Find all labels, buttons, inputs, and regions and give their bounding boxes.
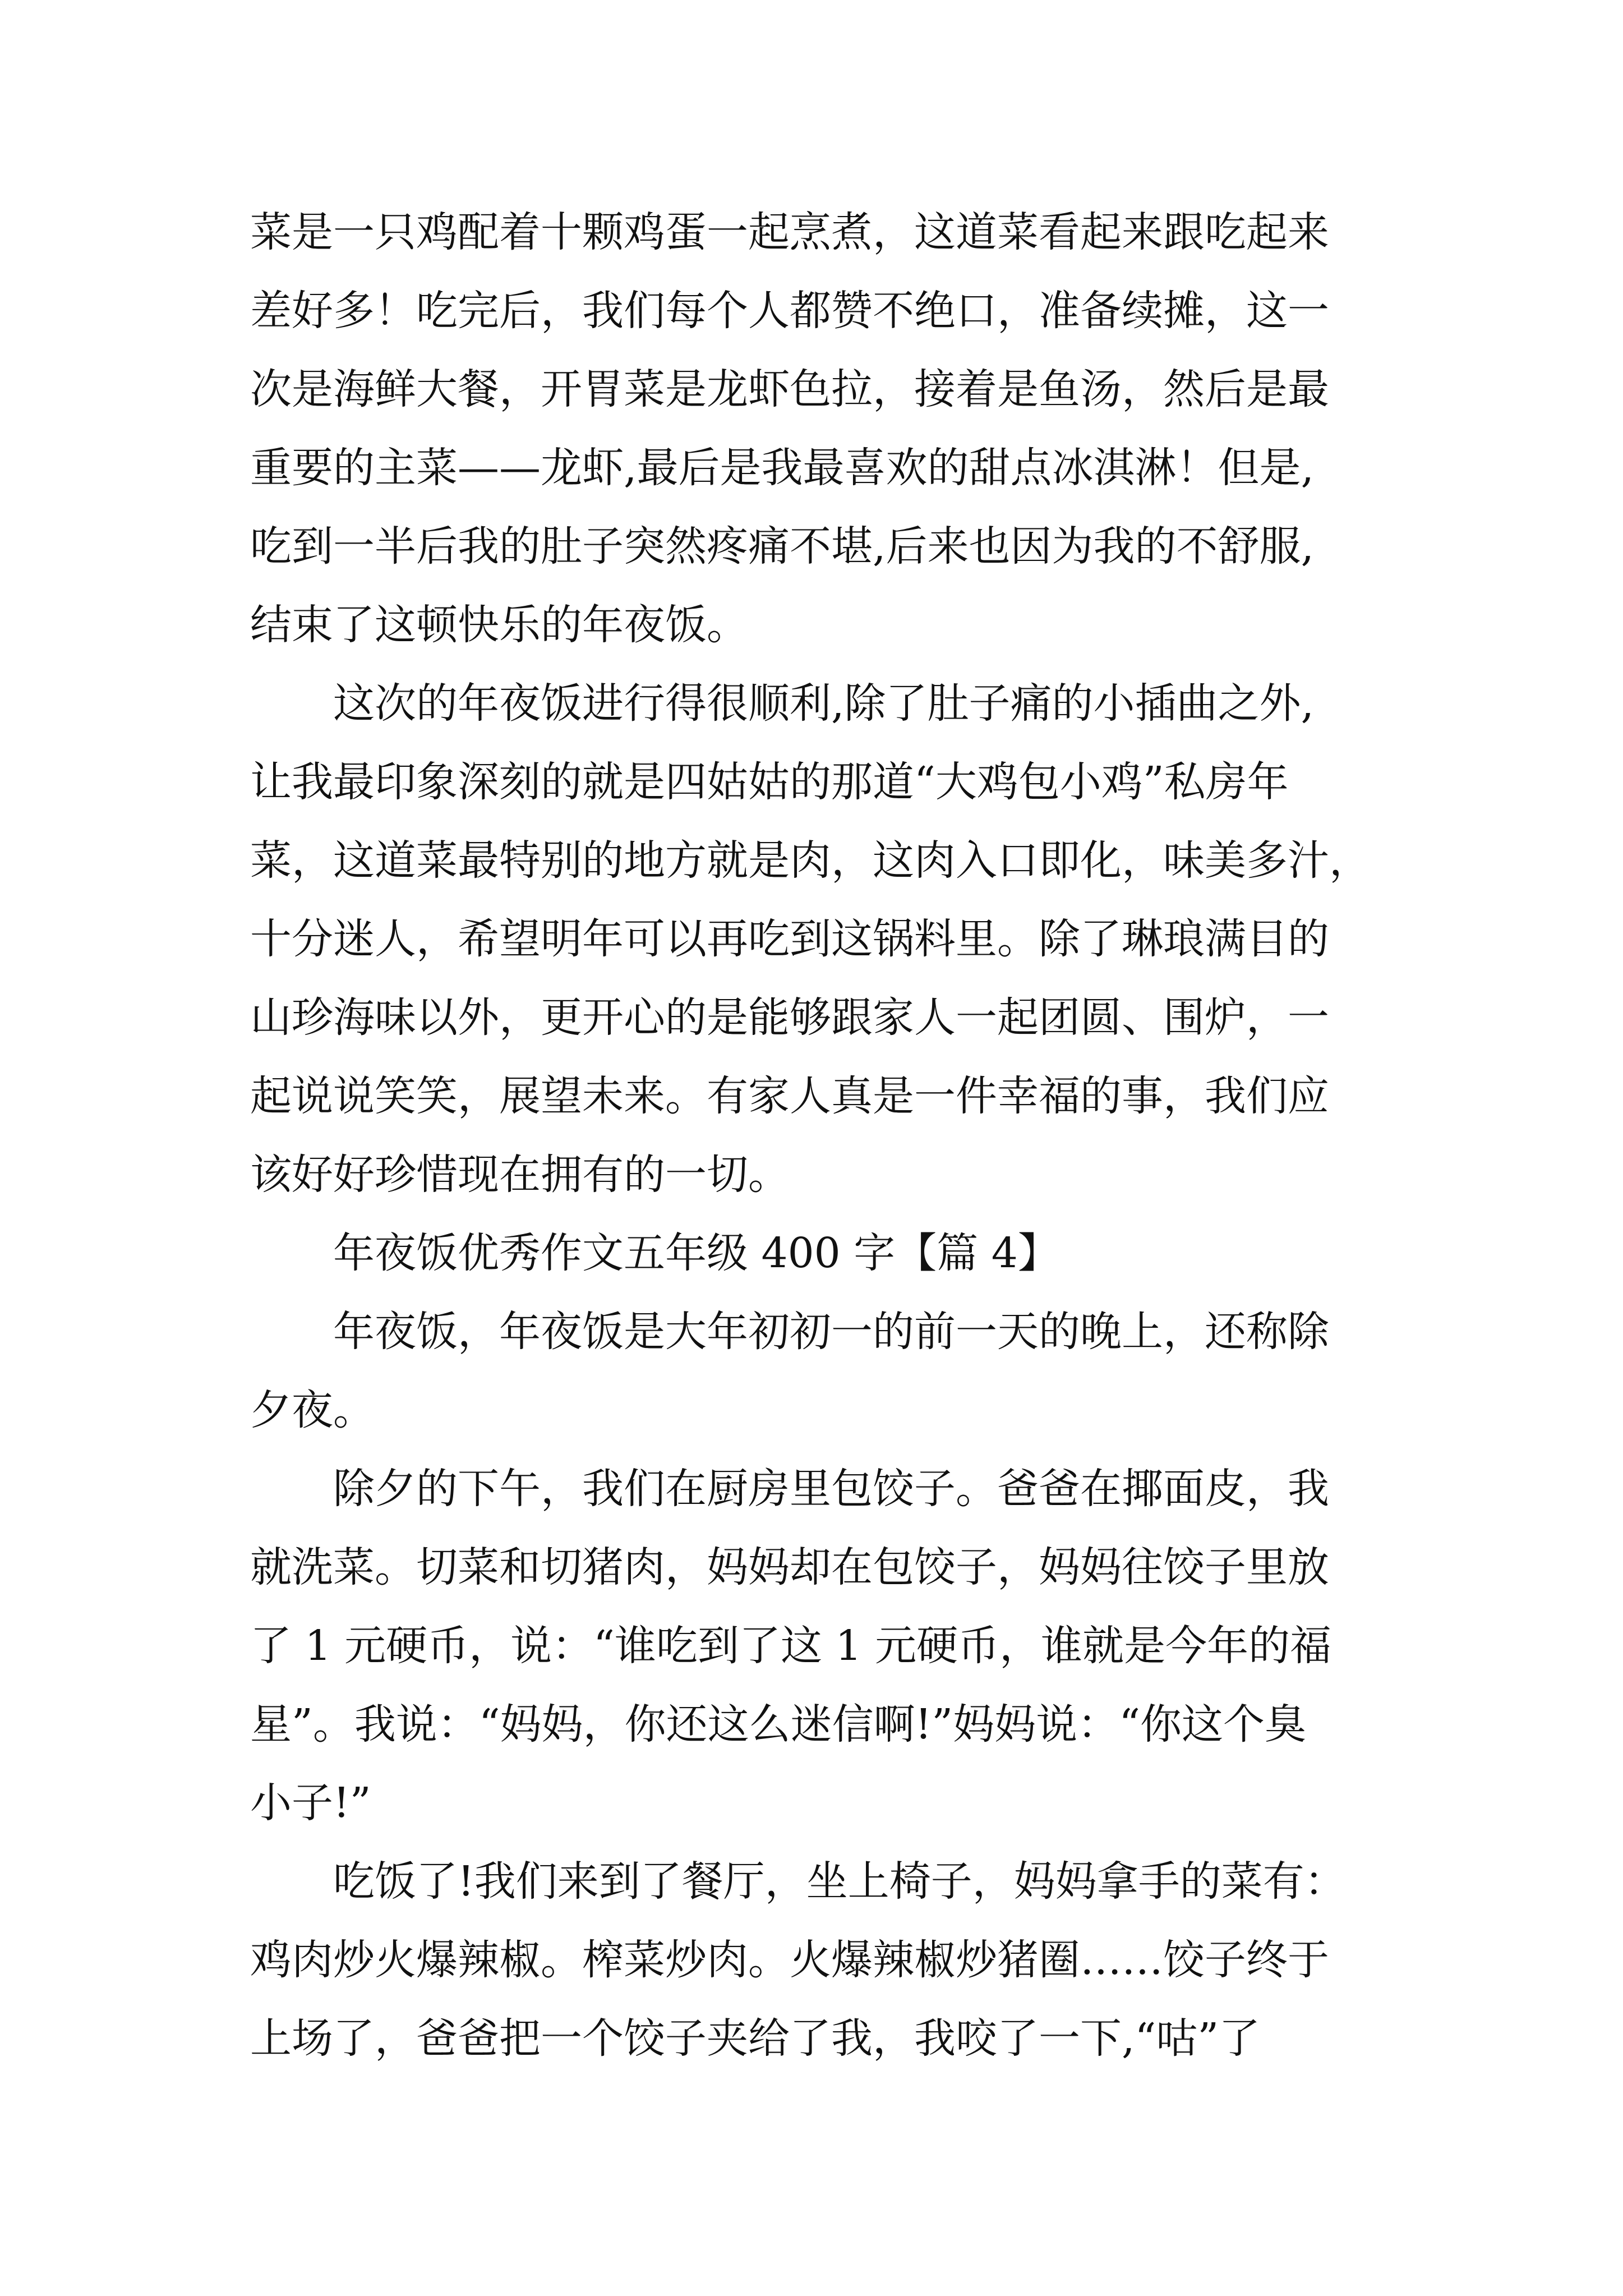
- text-line: 吃到一半后我的肚子突然疼痛不堪,后来也因为我的不舒服,: [250, 522, 1315, 570]
- paragraph: [250, 1842, 1394, 2078]
- paragraph: [250, 1450, 1394, 1842]
- text-line: 这次的年夜饭进行得很顺利,除了肚子痛的小插曲之外,: [333, 679, 1315, 728]
- text-line: 夕夜。: [250, 1386, 375, 1434]
- text-line: 菜是一只鸡配着十颗鸡蛋一起烹煮，这道菜看起来跟吃起来: [250, 208, 1329, 256]
- text-line: 次是海鲜大餐，开胃菜是龙虾色拉，接着是鱼汤，然后是最: [250, 365, 1329, 413]
- text-line: 星”。我说：“妈妈，你还这么迷信啊!”妈妈说：“你这个臭: [250, 1700, 1307, 1749]
- section-heading: [250, 1214, 1394, 1292]
- text-line: 重要的主菜——龙虾,最后是我最喜欢的甜点冰淇淋！但是,: [250, 444, 1315, 492]
- text-line: 菜，这道菜最特别的地方就是肉，这肉入口即化，味美多汁，: [250, 836, 1371, 885]
- text-line: 结束了这顿快乐的年夜饭。: [250, 601, 748, 649]
- text-line: 年夜饭优秀作文五年级 400 字【篇 4】: [333, 1229, 1059, 1277]
- paragraph: [250, 1292, 1394, 1450]
- text-line: 让我最印象深刻的就是四姑姑的那道“大鸡包小鸡”私房年: [250, 758, 1289, 806]
- text-line: 差好多！吃完后，我们每个人都赞不绝口，准备续摊，这一: [250, 287, 1329, 335]
- text-line: 除夕的下午，我们在厨房里包饺子。爸爸在揶面皮，我: [333, 1465, 1329, 1513]
- text-line: 小子!”: [250, 1779, 371, 1827]
- paragraph: [250, 193, 1394, 664]
- text-line: 起说说笑笑，展望未来。有家人真是一件幸福的事，我们应: [250, 1072, 1329, 1120]
- paragraph: [250, 664, 1394, 1214]
- text-line: 吃饭了!我们来到了餐厅，坐上椅子，妈妈拿手的菜有：: [333, 1857, 1346, 1906]
- text-line: 山珍海味以外，更开心的是能够跟家人一起团圆、围炉，一: [250, 993, 1329, 1042]
- text-line: 鸡肉炒火爆辣椒。榨菜炒肉。火爆辣椒炒猪圈……饺子终于: [250, 1936, 1329, 1984]
- text-line: 就洗菜。切菜和切猪肉，妈妈却在包饺子，妈妈往饺子里放: [250, 1543, 1329, 1591]
- text-line: 了 1 元硬币，说：“谁吃到了这 1 元硬币，谁就是今年的福: [250, 1622, 1332, 1670]
- text-line: 十分迷人，希望明年可以再吃到这锅料里。除了琳琅满目的: [250, 915, 1329, 963]
- text-line: 该好好珍惜现在拥有的一切。: [250, 1151, 790, 1199]
- document-body: [250, 193, 1394, 2078]
- text-line: 上场了，爸爸把一个饺子夹给了我，我咬了一下,“咕”了: [250, 2014, 1261, 2063]
- text-line: 年夜饭，年夜饭是大年初初一的前一天的晚上，还称除: [333, 1308, 1329, 1356]
